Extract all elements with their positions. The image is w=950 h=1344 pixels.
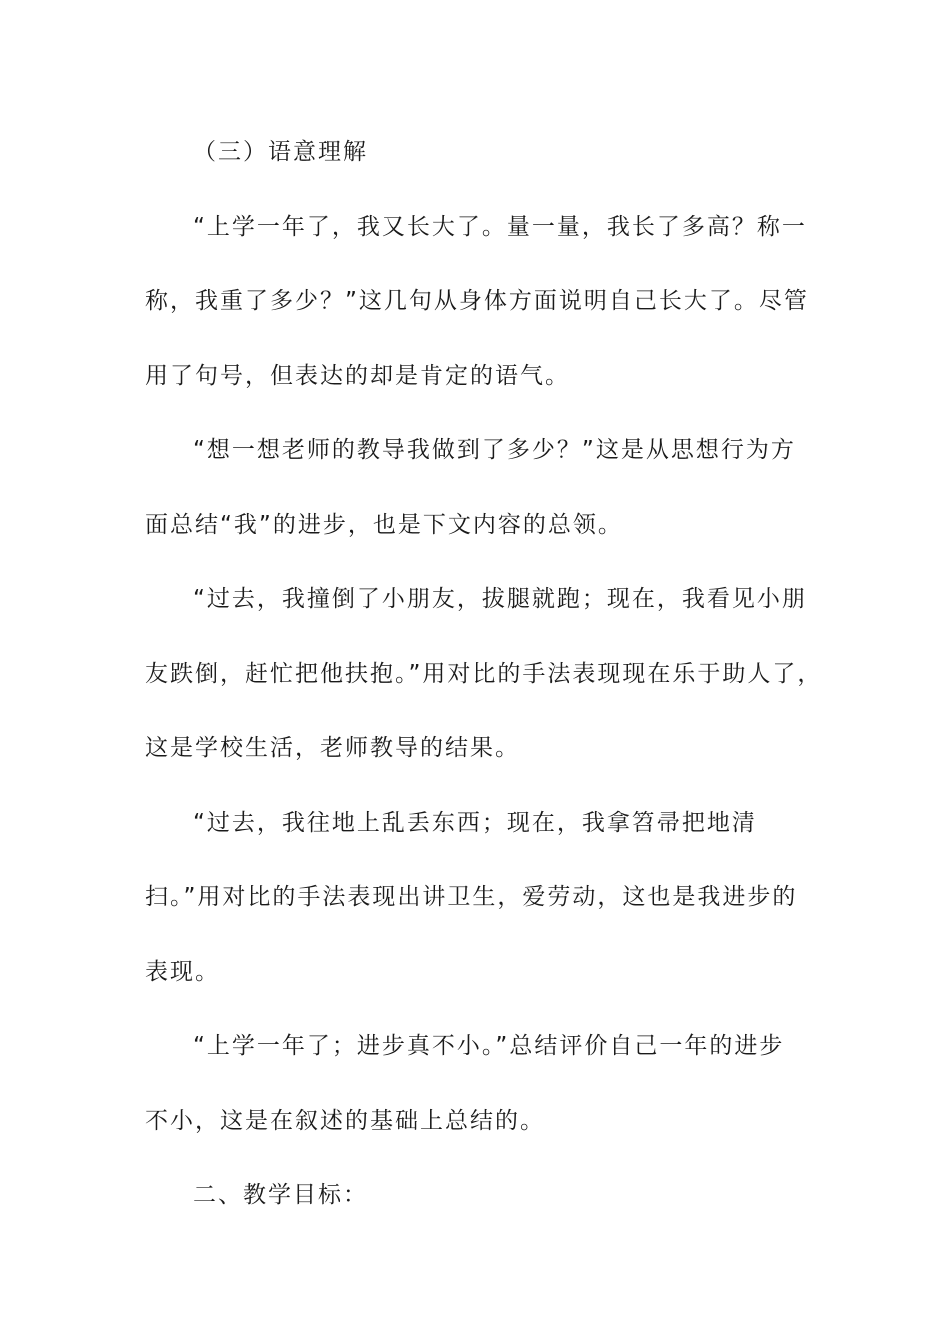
paragraph-line: 不小，这是在叙述的基础上总结的。 [145, 1108, 545, 1134]
paragraph-line: “上学一年了；进步真不小。”总结评价自己一年的进步 [193, 1033, 785, 1059]
paragraph-line: “上学一年了，我又长大了。量一量，我长了多高？称一 [193, 214, 807, 240]
paragraph-line: 表现。 [145, 959, 220, 985]
paragraph-line: 面总结“我”的进步，也是下文内容的总领。 [145, 512, 623, 538]
paragraph-line: 友跌倒，赶忙把他扶抱。”用对比的手法表现现在乐于助人了， [145, 661, 823, 687]
paragraph-line: 扫。”用对比的手法表现出讲卫生，爱劳动，这也是我进步的 [145, 884, 798, 910]
section-heading: （三）语意理解 [193, 139, 368, 165]
paragraph-line: “过去，我往地上乱丢东西；现在，我拿笤帚把地清 [193, 810, 757, 836]
paragraph-line: 用了句号，但表达的却是肯定的语气。 [145, 363, 570, 389]
paragraph-line: 称，我重了多少？”这几句从身体方面说明自己长大了。尽管 [145, 288, 809, 314]
paragraph-line: 这是学校生活，老师教导的结果。 [145, 735, 520, 761]
paragraph-line: “过去，我撞倒了小朋友，拔腿就跑；现在，我看见小朋 [193, 586, 807, 612]
paragraph-line: “想一想老师的教导我做到了多少？”这是从思想行为方 [193, 437, 796, 463]
section-heading: 二、教学目标： [193, 1182, 368, 1208]
